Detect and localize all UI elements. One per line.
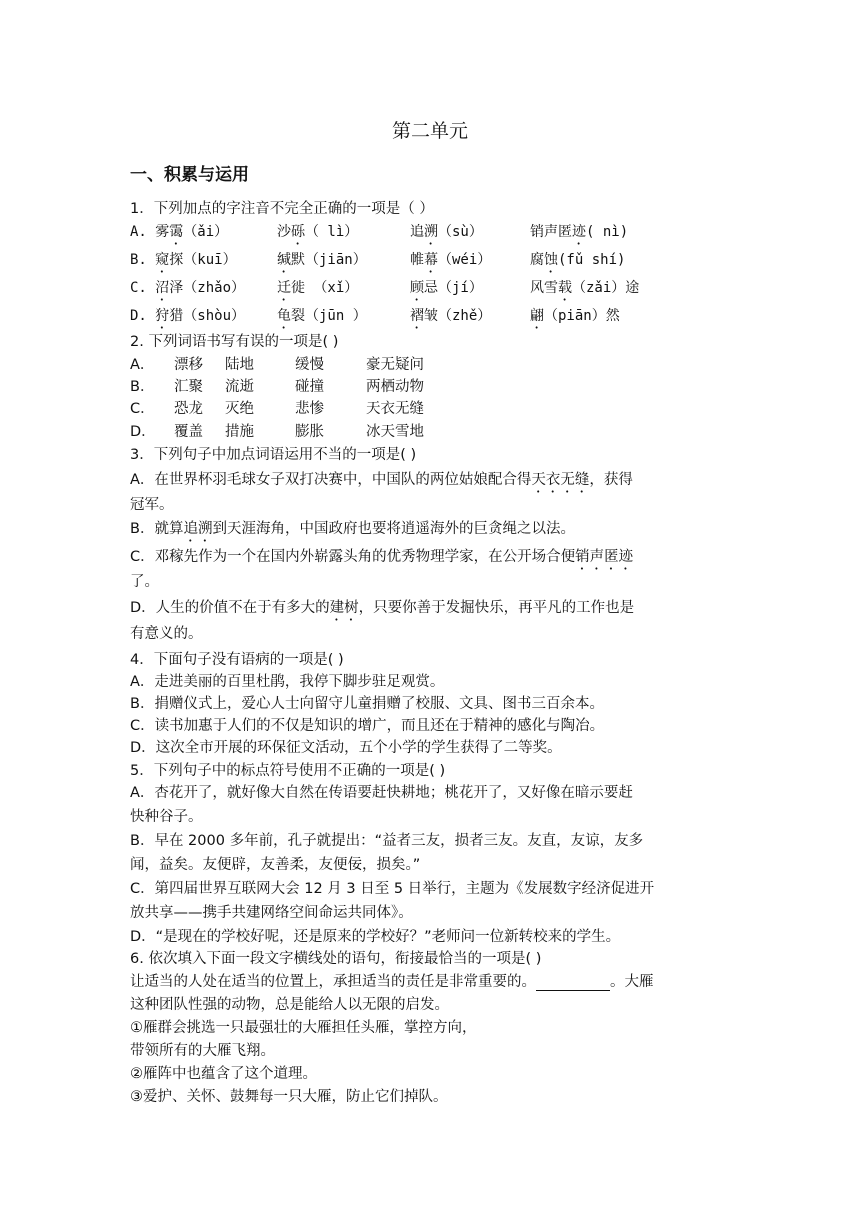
q1-stem: 1．下列加点的字注音不完全正确的一项是（ ）: [130, 201, 434, 217]
q3-option-c-cont: 了。: [130, 574, 159, 590]
q3-option-d: D．人生的价值不在于有多大的建树，只要你善于发掘快乐，再平凡的工作也是: [130, 600, 635, 616]
q6-sentence-1: ①雁群会挑选一只最强壮的大雁担任头雁，掌控方向，: [130, 1020, 477, 1036]
q1-item: C. 沼泽（zhǎo）: [130, 280, 246, 296]
dotted-char: 顾: [410, 280, 424, 296]
q6-stem: 6. 依次填入下面一段文字横线处的语句，衔接最恰当的一项是( ): [130, 951, 542, 967]
unit-title: 第二单元: [391, 120, 468, 142]
dotted-char: 幕: [424, 252, 438, 268]
dotted-char: 窥: [155, 252, 170, 268]
fill-in-blank: [536, 974, 610, 991]
q6-sentence-2: ②雁阵中也蕴含了这个道理。: [130, 1066, 317, 1082]
dotted-char: 蚀: [544, 252, 558, 268]
word: 冰天雪地: [366, 424, 424, 440]
q4-option-d: D．这次全市开展的环保征文活动，五个小学的学生获得了二等奖。: [130, 740, 562, 756]
dotted-char: 迁: [277, 280, 291, 296]
q1-item: 帷幕（wéi）: [410, 252, 492, 268]
dotted-char: 狩: [155, 308, 170, 324]
q6-sentence-3: ③爱护、关怀、鼓舞每一只大雁，防止它们掉队。: [130, 1089, 448, 1105]
q1-item: 迁徙 （xǐ）: [277, 280, 359, 296]
word: 汇聚: [174, 379, 203, 395]
q5-option-a: A．杏花开了，就好像大自然在传语要赶快耕地；桃花开了，又好像在暗示要赶: [130, 785, 633, 801]
dotted-char: 砾: [291, 224, 305, 240]
dotted-word: 天衣无缝: [531, 472, 590, 488]
option-label: C．: [130, 401, 155, 417]
q6-paragraph: 让适当的人处在适当的位置上，承担适当的责任是非常重要的。 。大雁: [130, 974, 654, 990]
q1-item: 龟裂（jūn ）: [277, 308, 367, 324]
q4-option-b: B．捐赠仪式上，爱心人士向留守儿童捐赠了校服、文具、图书三百余本。: [130, 696, 604, 712]
dotted-char: 翩: [530, 308, 544, 324]
word: 恐龙: [174, 401, 203, 417]
word: 碰撞: [295, 379, 324, 395]
q5-stem: 5．下列句子中的标点符号使用不正确的一项是( ): [130, 763, 446, 779]
option-label: C.: [130, 280, 156, 296]
word: 豪无疑问: [366, 357, 424, 373]
option-label: B．: [130, 379, 155, 395]
q4-stem: 4．下面句子没有语病的一项是( ): [130, 652, 344, 668]
dotted-char: 霭: [169, 224, 184, 240]
q1-item: 褶皱（zhě）: [410, 308, 492, 324]
q1-item: 销声匿迹( nì): [530, 224, 629, 240]
q3-option-b: B．就算追溯到天涯海角，中国政府也要将逍遥海外的巨贪绳之以法。: [130, 521, 575, 537]
q5-option-d: D．“是现在的学校好呢，还是原来的学校好？”老师问一位新转校来的学生。: [130, 929, 621, 945]
dotted-word: 销声匿迹: [575, 549, 634, 565]
q3-option-c: C．邓稼先作为一个在国内外崭露头角的优秀物理学家，在公开场合便销声匿迹: [130, 549, 634, 565]
option-label: D.: [130, 308, 156, 324]
dotted-char: 缄: [277, 252, 291, 268]
section-heading: 一、积累与运用: [130, 165, 249, 185]
dotted-char: 褶: [410, 308, 424, 324]
q3-option-d-cont: 有意义的。: [130, 626, 203, 642]
word: 流逝: [225, 379, 254, 395]
q3-stem: 3．下列句子中加点词语运用不当的一项是( ): [130, 447, 417, 463]
option-label: A.: [130, 224, 156, 240]
dotted-word: 追溯: [183, 521, 213, 537]
q3-option-a-cont: 冠军。: [130, 497, 174, 513]
q1-item: 风雪载（zǎi）途: [530, 280, 640, 296]
dotted-char: 龟: [277, 308, 291, 324]
option-label: A．: [130, 357, 155, 373]
word: 漂移: [174, 357, 203, 373]
word: 陆地: [225, 357, 254, 373]
dotted-char: 溯: [424, 224, 438, 240]
q1-item: A. 雾霭（ǎi）: [130, 224, 229, 240]
word: 膨胀: [295, 424, 324, 440]
word: 覆盖: [174, 424, 203, 440]
word: 悲惨: [295, 401, 324, 417]
option-label: D．: [130, 424, 156, 440]
q1-item: 沙砾（ lì）: [277, 224, 359, 240]
q5-option-b: B．早在 2000 多年前，孔子就提出：“益者三友，损者三友。友直，友谅，友多: [130, 833, 644, 849]
q6-paragraph-cont: 这种团队性强的动物，总是能给人以无限的启发。: [130, 997, 449, 1013]
q1-item: B. 窥探（kuī）: [130, 252, 237, 268]
word: 缓慢: [295, 357, 324, 373]
dotted-char: 沼: [155, 280, 170, 296]
dotted-char: 载: [558, 280, 572, 296]
q5-option-c-cont: 放共享——携手共建网络空间命运共同体》。: [130, 905, 413, 921]
dotted-char: 迹: [572, 224, 586, 240]
q5-option-b-cont: 闻，益矣。友便辟，友善柔，友便佞，损矣。”: [130, 857, 421, 873]
q5-option-a-cont: 快种谷子。: [130, 809, 203, 825]
q1-item: 腐蚀(fǔ shí): [530, 252, 626, 268]
q3-option-a: A．在世界杯羽毛球女子双打决赛中，中国队的两位姑娘配合得天衣无缝，获得: [130, 472, 633, 488]
q4-option-c: C．读书加惠于人们的不仅是知识的增广，而且还在于精神的感化与陶冶。: [130, 718, 605, 734]
q1-item: 顾忌（jí）: [410, 280, 483, 296]
option-label: B.: [130, 252, 156, 268]
q1-item: 追溯（sù）: [410, 224, 483, 240]
q2-stem: 2. 下列词语书写有误的一项是( ): [130, 334, 339, 350]
q4-option-a: A．走进美丽的百里杜鹃，我停下脚步驻足观赏。: [130, 674, 445, 690]
word: 灭绝: [225, 401, 254, 417]
q1-item: D. 狩猎（shòu）: [130, 308, 246, 324]
q1-item: 翩（piān）然: [530, 308, 620, 324]
word: 天衣无缝: [366, 401, 424, 417]
word: 两栖动物: [366, 379, 424, 395]
dotted-word: 建树: [329, 600, 359, 616]
q5-option-c: C．第四届世界互联网大会 12 月 3 日至 5 日举行，主题为《发展数字经济促进开: [130, 881, 655, 897]
q6-sentence-1-cont: 带领所有的大雁飞翔。: [130, 1043, 275, 1059]
q1-item: 缄默（jiān）: [277, 252, 367, 268]
word: 措施: [225, 424, 254, 440]
